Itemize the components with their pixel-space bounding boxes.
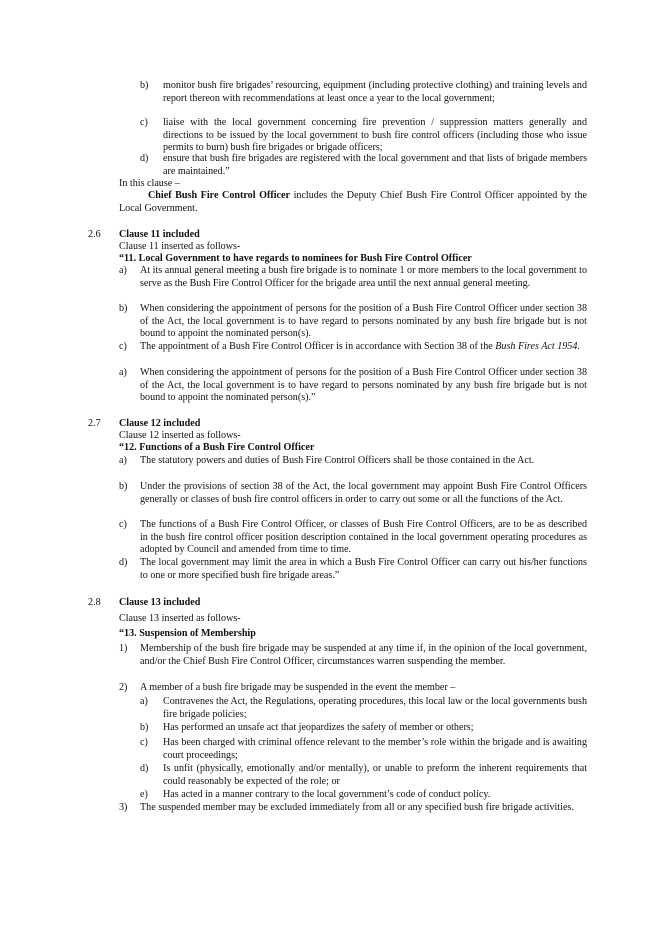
list-item [0, 519, 666, 557]
sub-item [0, 722, 666, 736]
section-title: Clause 11 included [119, 229, 200, 240]
list-item [0, 303, 666, 341]
list-item [0, 643, 666, 681]
clause-heading: “13. Suspension of Membership [119, 628, 256, 639]
section-number: 2.8 [88, 597, 101, 608]
clause-heading: “11. Local Government to have regards to nominees for Bush Fire Control Officer [119, 253, 472, 264]
inserted-note: Clause 13 inserted as follows- [119, 613, 241, 624]
sub-item-text: Has acted in a manner contrary to the local government’s code of conduct policy. [163, 789, 491, 800]
item-text-main: The appointment of a Bush Fire Control Officer is in accordance with Section 38 of the [140, 341, 496, 352]
sub-item-text: Has performed an unsafe act that jeopardizes the safety of member or others; [163, 722, 474, 733]
section-title: Clause 13 included [119, 597, 201, 608]
sub-item-text: Contravenes the Act, the Regulations, operating procedures, this local law or the local governments bush fire brigade policies; [163, 696, 587, 720]
list-item [0, 367, 666, 405]
sub-item-label: a) [140, 696, 148, 707]
item-text [140, 341, 587, 354]
item-text: ensure that bush fire brigades are registered with the local government and that lists of brigade members are maintained.” [163, 153, 587, 177]
act-name: Bush Fires Act 1954. [495, 341, 580, 352]
list-item [0, 682, 666, 696]
item-text: At its annual general meeting a bush fire brigade is to nominate 1 or more members to the local government to serve as the Bush Fire Control Officer for the brigade area until the next annual general meeting. [140, 265, 587, 289]
item-label: b) [119, 303, 128, 314]
definition [119, 190, 587, 215]
intro-item [0, 153, 666, 183]
sub-item-text: Has been charged with criminal offence relevant to the member’s role within the brigade and is awaiting court proceedings; [163, 737, 587, 761]
item-label: 2) [119, 682, 128, 693]
section-number: 2.6 [88, 229, 101, 240]
item-text: The functions of a Bush Fire Control Officer, or classes of Bush Fire Control Officers, are to be as described in the bush fire control officer position description contained in the local government operating procedures as adopted by Council and amended from time to time. [140, 519, 587, 556]
sub-item-label: e) [140, 789, 148, 800]
sub-item-label: d) [140, 763, 149, 774]
sub-item [0, 737, 666, 763]
item-text: monitor bush fire brigades’ resourcing, equipment (including protective clothing) and training levels and report thereon with recommendations at least once a year to the local government; [163, 80, 587, 104]
item-label: 1) [119, 643, 128, 654]
inserted-note: Clause 11 inserted as follows- [119, 241, 241, 252]
item-label: a) [119, 455, 127, 466]
list-item [0, 265, 666, 303]
sub-item-text: Is unfit (physically, emotionally and/or mentally), or unable to preform the inherent requirements that could reasonably be expected of the role; or [163, 763, 587, 787]
item-label: a) [119, 265, 127, 276]
item-text: The statutory powers and duties of Bush Fire Control Officers shall be those contained in the Act. [140, 455, 535, 466]
item-label: c) [119, 519, 127, 530]
sub-item [0, 763, 666, 789]
item-text: The suspended member may be excluded immediately from all or any specified bush fire brigade activities. [140, 802, 574, 813]
item-label: c) [140, 117, 148, 128]
item-text: Under the provisions of section 38 of the Act, the local government may appoint Bush Fire Control Officers generally or classes of bush fire control officers in order to carry out some or all the functions of the Act. [140, 481, 587, 505]
sub-item [0, 696, 666, 722]
sub-item-label: b) [140, 722, 149, 733]
item-label: c) [119, 341, 127, 352]
section-number: 2.7 [88, 418, 101, 429]
list-item [0, 341, 666, 367]
definition-rest: includes the Deputy Chief Bush Fire Control Officer appointed by the Local Government. [119, 190, 587, 214]
item-label: d) [119, 557, 128, 568]
sub-item [0, 789, 666, 803]
item-text: When considering the appointment of persons for the position of a Bush Fire Control Officer under section 38 of the Act, the local government is to have regard to persons nominated by any bush fire brigade but is not bound to appoint the nominated person(s).” [140, 367, 587, 404]
inserted-note: Clause 12 inserted as follows- [119, 430, 241, 441]
item-label: d) [140, 153, 149, 164]
item-label: 3) [119, 802, 128, 813]
item-label: b) [119, 481, 128, 492]
section-title: Clause 12 included [119, 418, 201, 429]
definition-term: Chief Bush Fire Control Officer [148, 190, 290, 201]
item-text: When considering the appointment of persons for the position of a Bush Fire Control Officer under section 38 of the Act, the local government is to have regard to persons nominated by any bush fire brigade but is not bound to appoint the nominated person(s). [140, 303, 587, 340]
item-text: A member of a bush fire brigade may be suspended in the event the member – [140, 682, 456, 693]
in-this-clause: In this clause – [119, 178, 180, 189]
intro-item [0, 117, 666, 157]
clause-heading: “12. Functions of a Bush Fire Control Officer [119, 442, 315, 453]
list-item [0, 802, 666, 828]
item-text: Membership of the bush fire brigade may be suspended at any time if, in the opinion of the local government, and/or the Chief Bush Fire Control Officer, circumstances warren suspending the member. [140, 643, 587, 667]
item-text: liaise with the local government concerning fire prevention / suppression matters generally and directions to be issued by the local government to bush fire control officers (including those who issue permits to burn) bush fire brigades or brigade officers; [163, 117, 587, 154]
sub-item-label: c) [140, 737, 148, 748]
item-label: a) [119, 367, 127, 378]
list-item [0, 557, 666, 583]
intro-item [0, 80, 666, 120]
item-text: The local government may limit the area in which a Bush Fire Control Officer can carry out his/her functions to one or more specified bush fire brigade areas.” [140, 557, 587, 581]
item-label: b) [140, 80, 149, 91]
list-item [0, 481, 666, 519]
list-item [0, 455, 666, 481]
